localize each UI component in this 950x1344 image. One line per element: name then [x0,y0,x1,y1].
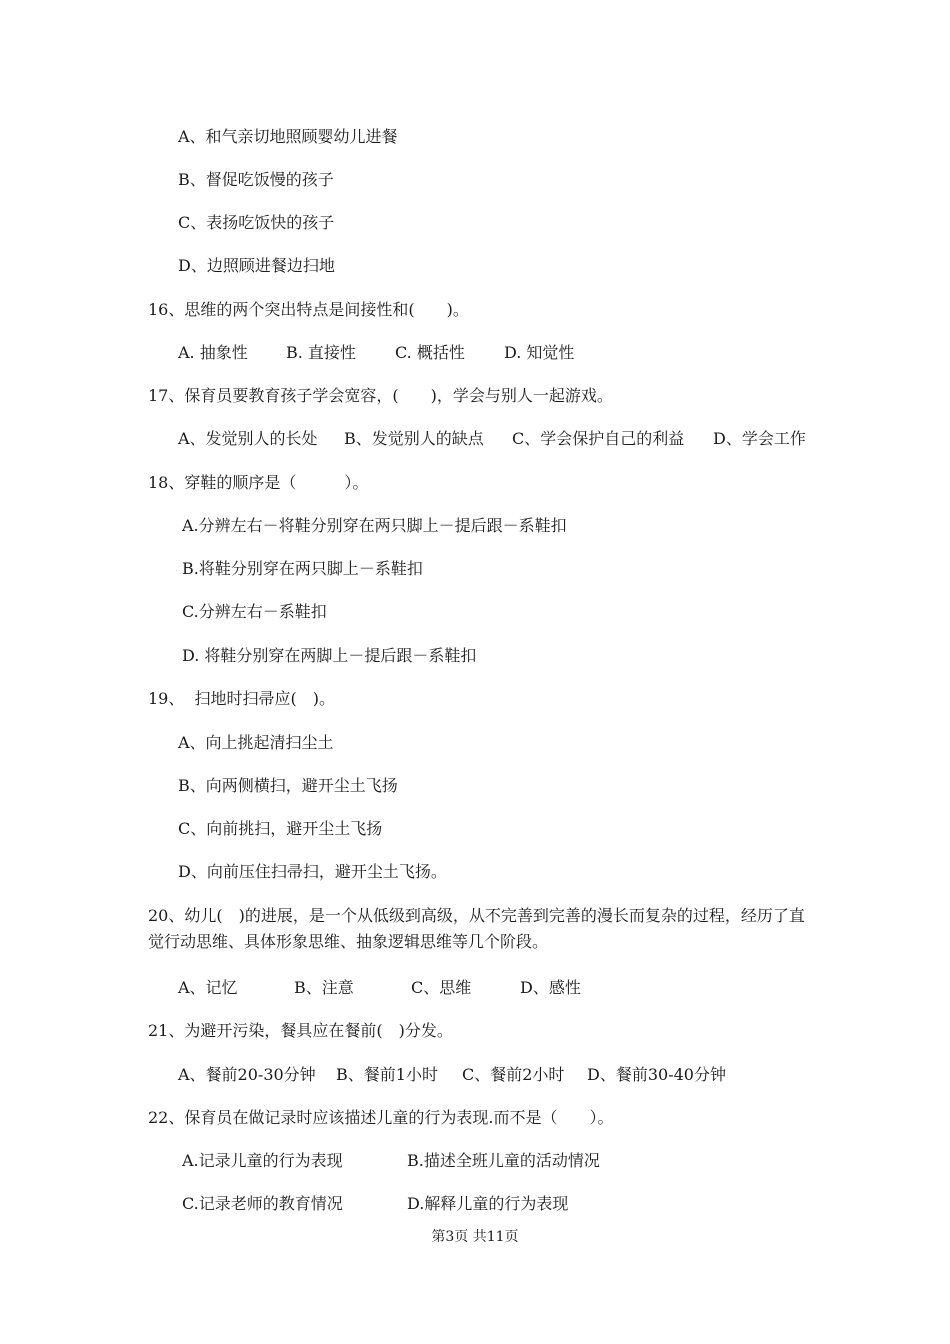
q20-option-b: B、注意 [294,978,354,997]
q15-option-b: B、督促吃饭慢的孩子 [178,170,334,189]
q21-option-b: B、餐前1小时 [336,1065,438,1084]
q15-option-a: A、和气亲切地照顾婴幼儿进餐 [178,127,398,146]
q16-option-c: C. 概括性 [395,343,465,362]
q20-stem: 20、幼儿( )的进展，是一个从低级到高级，从不完善到完善的漫长而复杂的过程，经历了直觉行动思维、具体形象思维、抽象逻辑思维等几个阶段。 [148,906,805,951]
q19-option-b: B、向两侧横扫，避开尘土飞扬 [178,776,398,795]
q17-stem: 17、保育员要教育孩子学会宽容，( )，学会与别人一起游戏。 [148,386,613,405]
q17-option-b: B、发觉别人的缺点 [344,429,484,448]
q19-option-a: A、向上挑起清扫尘土 [178,733,334,752]
q21-option-a: A、餐前20-30分钟 [178,1065,316,1084]
q16-option-d: D. 知觉性 [504,343,575,362]
q18-option-d: D. 将鞋分别穿在两脚上－提后跟－系鞋扣 [182,646,477,665]
q22-option-a: A.记录儿童的行为表现 [182,1151,343,1170]
q18-option-c: C.分辨左右－系鞋扣 [182,602,327,621]
q22-option-c: C.记录老师的教育情况 [182,1194,343,1213]
q20-option-c: C、思维 [411,978,472,997]
q22-option-b: B.描述全班儿童的活动情况 [407,1151,600,1170]
q16-stem: 16、思维的两个突出特点是间接性和( )。 [148,300,469,319]
q18-option-a: A.分辨左右－将鞋分别穿在两只脚上－提后跟－系鞋扣 [182,516,567,535]
q22-option-d: D.解释儿童的行为表现 [407,1194,569,1213]
q19-option-c: C、向前挑扫，避开尘土飞扬 [178,819,383,838]
q15-option-c: C、表扬吃饭快的孩子 [178,213,335,232]
q16-option-b: B. 直接性 [286,343,356,362]
q21-option-c: C、餐前2小时 [462,1065,565,1084]
page-footer: 第3页 共11页 [431,1229,519,1245]
q21-option-d: D、餐前30-40分钟 [587,1065,726,1084]
q17-option-d: D、学会工作 [713,429,806,448]
q22-stem: 22、保育员在做记录时应该描述儿童的行为表现.而不是（ ）。 [148,1108,614,1127]
q20-option-a: A、记忆 [178,978,238,997]
q18-option-b: B.将鞋分别穿在两只脚上－系鞋扣 [182,559,423,578]
q16-option-a: A. 抽象性 [178,343,248,362]
q21-stem: 21、为避开污染，餐具应在餐前( )分发。 [148,1021,453,1040]
q18-stem: 18、穿鞋的顺序是（ ）。 [148,473,369,492]
q19-option-d: D、向前压住扫帚扫，避开尘土飞扬。 [178,862,447,881]
q15-option-d: D、边照顾进餐边扫地 [178,256,335,275]
q20-option-d: D、感性 [520,978,581,997]
q17-option-a: A、发觉别人的长处 [178,429,318,448]
q19-stem: 19、 扫地时扫帚应( )。 [148,689,336,708]
q17-option-c: C、学会保护自己的利益 [512,429,685,448]
